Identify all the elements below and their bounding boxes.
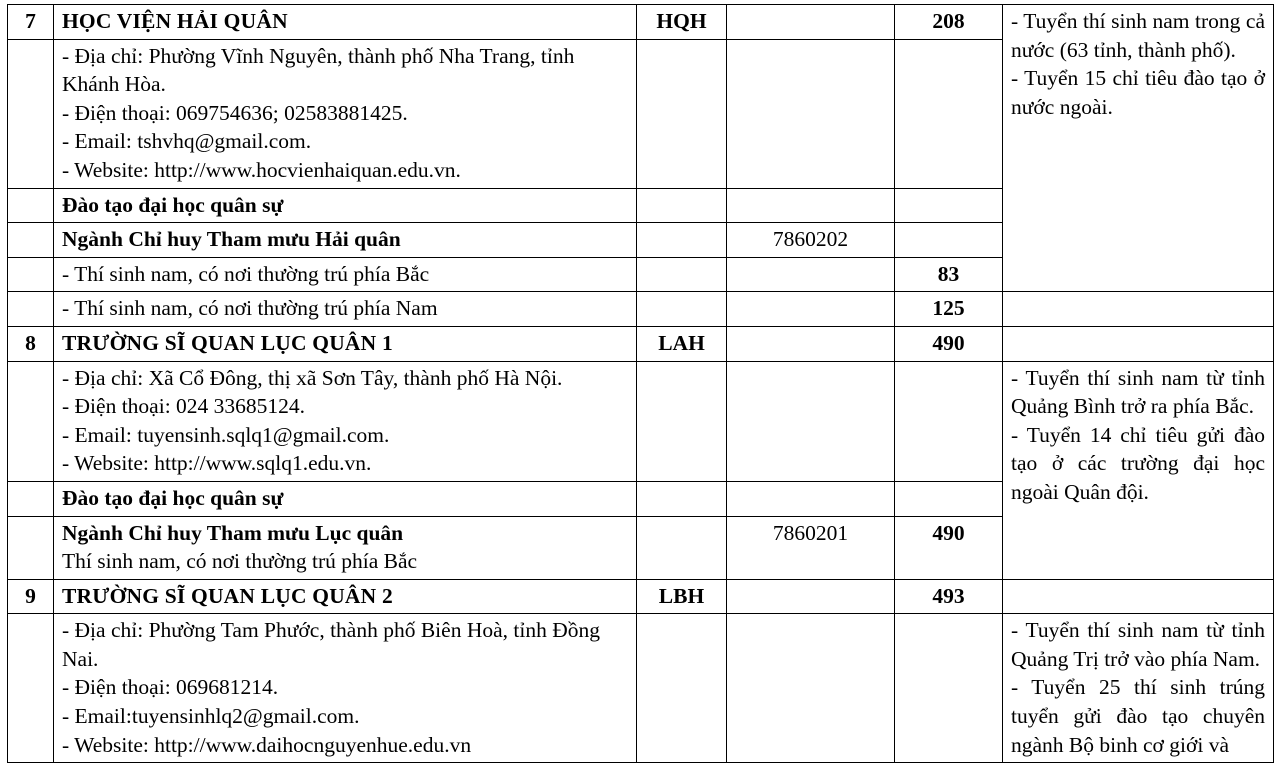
- major-name: Ngành Chỉ huy Tham mưu Hải quân: [54, 223, 637, 258]
- major-code-empty: [727, 614, 895, 763]
- school-code-empty: [637, 516, 727, 579]
- quota-value: [895, 223, 1003, 258]
- note-line: - Tuyển 14 chỉ tiêu gửi đào tạo ở các trường đại học ngoài Quân đội.: [1011, 422, 1265, 504]
- contact-phone: - Điện thoại: 024 33685124.: [62, 394, 306, 419]
- section-label: Đào tạo đại học quân sự: [54, 188, 637, 223]
- contact-website: - Website: http://www.hocvienhaiquan.edu.vn.: [62, 157, 461, 182]
- row-number: 8: [8, 326, 54, 361]
- document-page: [0, 4, 1280, 757]
- notes-cell: [1003, 614, 1274, 763]
- table-row: [8, 5, 1274, 40]
- row-number-empty: [8, 39, 54, 188]
- table-row: [8, 361, 1274, 481]
- notes-cell-empty: [1003, 292, 1274, 327]
- major-code: [727, 257, 895, 292]
- school-code-empty: [637, 614, 727, 763]
- major-code: [727, 5, 895, 40]
- row-number-empty: [8, 516, 54, 579]
- quota-value: 83: [895, 257, 1003, 292]
- row-number-empty: [8, 481, 54, 516]
- school-contact: [54, 361, 637, 481]
- contact-email: - Email: tuyensinh.sqlq1@gmail.com.: [62, 422, 390, 447]
- note-line: - Tuyển 25 thí sinh trúng tuyển gửi đào tạo chuyên ngành Bộ binh cơ giới và: [1011, 675, 1265, 757]
- major-code-empty: [727, 481, 895, 516]
- school-code-empty: [637, 361, 727, 481]
- major-code: 7860202: [727, 223, 895, 258]
- school-contact: [54, 614, 637, 763]
- school-contact: [54, 39, 637, 188]
- major-name: Ngành Chỉ huy Tham mưu Lục quân: [62, 520, 404, 545]
- notes-cell: [1003, 5, 1274, 292]
- school-code-empty: [637, 39, 727, 188]
- contact-address: - Địa chỉ: Phường Tam Phước, thành phố Biên Hoà, tỉnh Đồng Nai.: [62, 618, 600, 671]
- table-row: [8, 579, 1274, 614]
- row-number-empty: [8, 223, 54, 258]
- contact-phone: - Điện thoại: 069681214.: [62, 675, 279, 700]
- quota-empty: [895, 614, 1003, 763]
- note-line: - Tuyển 15 chỉ tiêu đào tạo ở nước ngoài.: [1011, 66, 1265, 119]
- school-code-empty: [637, 481, 727, 516]
- table-row: [8, 326, 1274, 361]
- contact-phone: - Điện thoại: 069754636; 02583881425.: [62, 100, 408, 125]
- quota-empty: [895, 39, 1003, 188]
- quota-empty: [895, 481, 1003, 516]
- quota-value: 490: [895, 326, 1003, 361]
- quota-value: 493: [895, 579, 1003, 614]
- school-code: LAH: [637, 326, 727, 361]
- quota-value: 490: [895, 516, 1003, 579]
- contact-website: - Website: http://www.sqlq1.edu.vn.: [62, 451, 372, 476]
- note-line: - Tuyển thí sinh nam từ tỉnh Quảng Bình trở ra phía Bắc.: [1011, 365, 1265, 419]
- detail-label: - Thí sinh nam, có nơi thường trú phía Bắc: [54, 257, 637, 292]
- notes-cell-empty: [1003, 326, 1274, 361]
- major-code: 7860201: [727, 516, 895, 579]
- school-code-empty: [637, 188, 727, 223]
- major-sub-label: Thí sinh nam, có nơi thường trú phía Bắc: [62, 549, 418, 574]
- notes-cell-empty: [1003, 579, 1274, 614]
- row-number: 7: [8, 5, 54, 40]
- quota-value: 125: [895, 292, 1003, 327]
- quota-empty: [895, 188, 1003, 223]
- contact-website: - Website: http://www.daihocnguyenhue.edu.vn: [62, 732, 472, 757]
- school-code: HQH: [637, 5, 727, 40]
- row-number-empty: [8, 292, 54, 327]
- school-code: LBH: [637, 579, 727, 614]
- note-line: - Tuyển thí sinh nam trong cả nước (63 tỉnh, thành phố).: [1011, 9, 1265, 62]
- school-code-empty: [637, 292, 727, 327]
- school-code-empty: [637, 223, 727, 258]
- major-code-empty: [727, 361, 895, 481]
- major-code: [727, 579, 895, 614]
- table-row: [8, 614, 1274, 763]
- contact-address: - Địa chỉ: Phường Vĩnh Nguyên, thành phố Nha Trang, tỉnh Khánh Hòa.: [62, 43, 575, 97]
- row-number-empty: [8, 361, 54, 481]
- note-line: - Tuyển thí sinh nam từ tỉnh Quảng Trị trở vào phía Nam.: [1011, 618, 1265, 671]
- major-code-empty: [727, 188, 895, 223]
- contact-email: - Email:tuyensinhlq2@gmail.com.: [62, 704, 360, 729]
- table-row: [8, 292, 1274, 327]
- major-code: [727, 326, 895, 361]
- row-number-empty: [8, 188, 54, 223]
- quota-empty: [895, 361, 1003, 481]
- major-block: [54, 516, 637, 579]
- section-label: Đào tạo đại học quân sự: [54, 481, 637, 516]
- contact-email: - Email: tshvhq@gmail.com.: [62, 129, 312, 154]
- contact-address: - Địa chỉ: Xã Cổ Đông, thị xã Sơn Tây, thành phố Hà Nội.: [62, 365, 563, 390]
- row-number-empty: [8, 257, 54, 292]
- detail-label: - Thí sinh nam, có nơi thường trú phía Nam: [54, 292, 637, 327]
- school-name: TRƯỜNG SĨ QUAN LỤC QUÂN 2: [54, 579, 637, 614]
- quota-value: 208: [895, 5, 1003, 40]
- admissions-table: [7, 4, 1274, 763]
- school-code-empty: [637, 257, 727, 292]
- major-code: [727, 292, 895, 327]
- school-name: HỌC VIỆN HẢI QUÂN: [54, 5, 637, 40]
- notes-cell: [1003, 361, 1274, 579]
- major-code-empty: [727, 39, 895, 188]
- row-number: 9: [8, 579, 54, 614]
- school-name: TRƯỜNG SĨ QUAN LỤC QUÂN 1: [54, 326, 637, 361]
- row-number-empty: [8, 614, 54, 763]
